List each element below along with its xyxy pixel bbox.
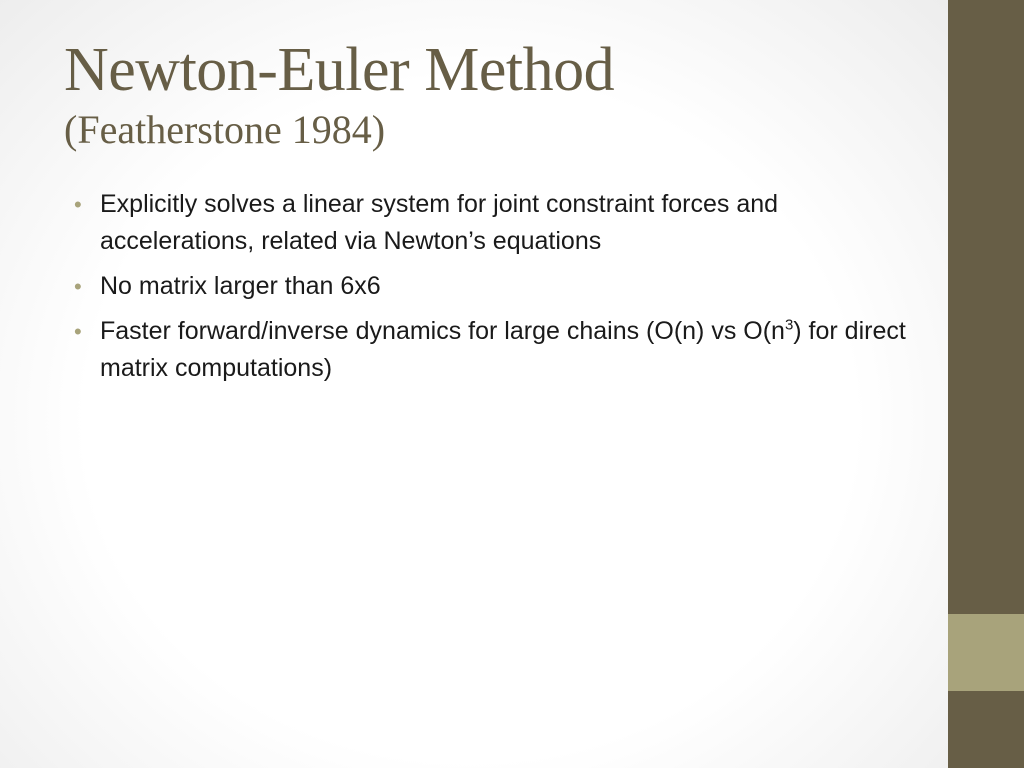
bullet-superscript: 3	[784, 316, 794, 334]
bullet-icon: •	[74, 274, 82, 299]
bullet-list	[72, 186, 922, 395]
sidebar-accent-block	[948, 614, 1024, 691]
slide-subtitle: (Featherstone 1984)	[64, 107, 386, 153]
bullet-text-after: ) for direct matrix computations)	[100, 317, 906, 382]
bullet-item	[72, 313, 922, 387]
bullet-icon: •	[74, 319, 82, 344]
bullet-item	[72, 186, 922, 260]
bullet-text-before: Faster forward/inverse dynamics for large chains (O(n) vs O(n	[100, 317, 785, 345]
slide-title-block	[64, 36, 924, 152]
bullet-icon: •	[74, 192, 82, 217]
bullet-text: Explicitly solves a linear system for joint constraint forces and accelerations, related via Newton’s equations	[100, 190, 779, 255]
bullet-item	[72, 268, 922, 305]
slide-title: Newton-Euler Method	[64, 36, 615, 104]
bullet-text: No matrix larger than 6x6	[100, 272, 381, 300]
